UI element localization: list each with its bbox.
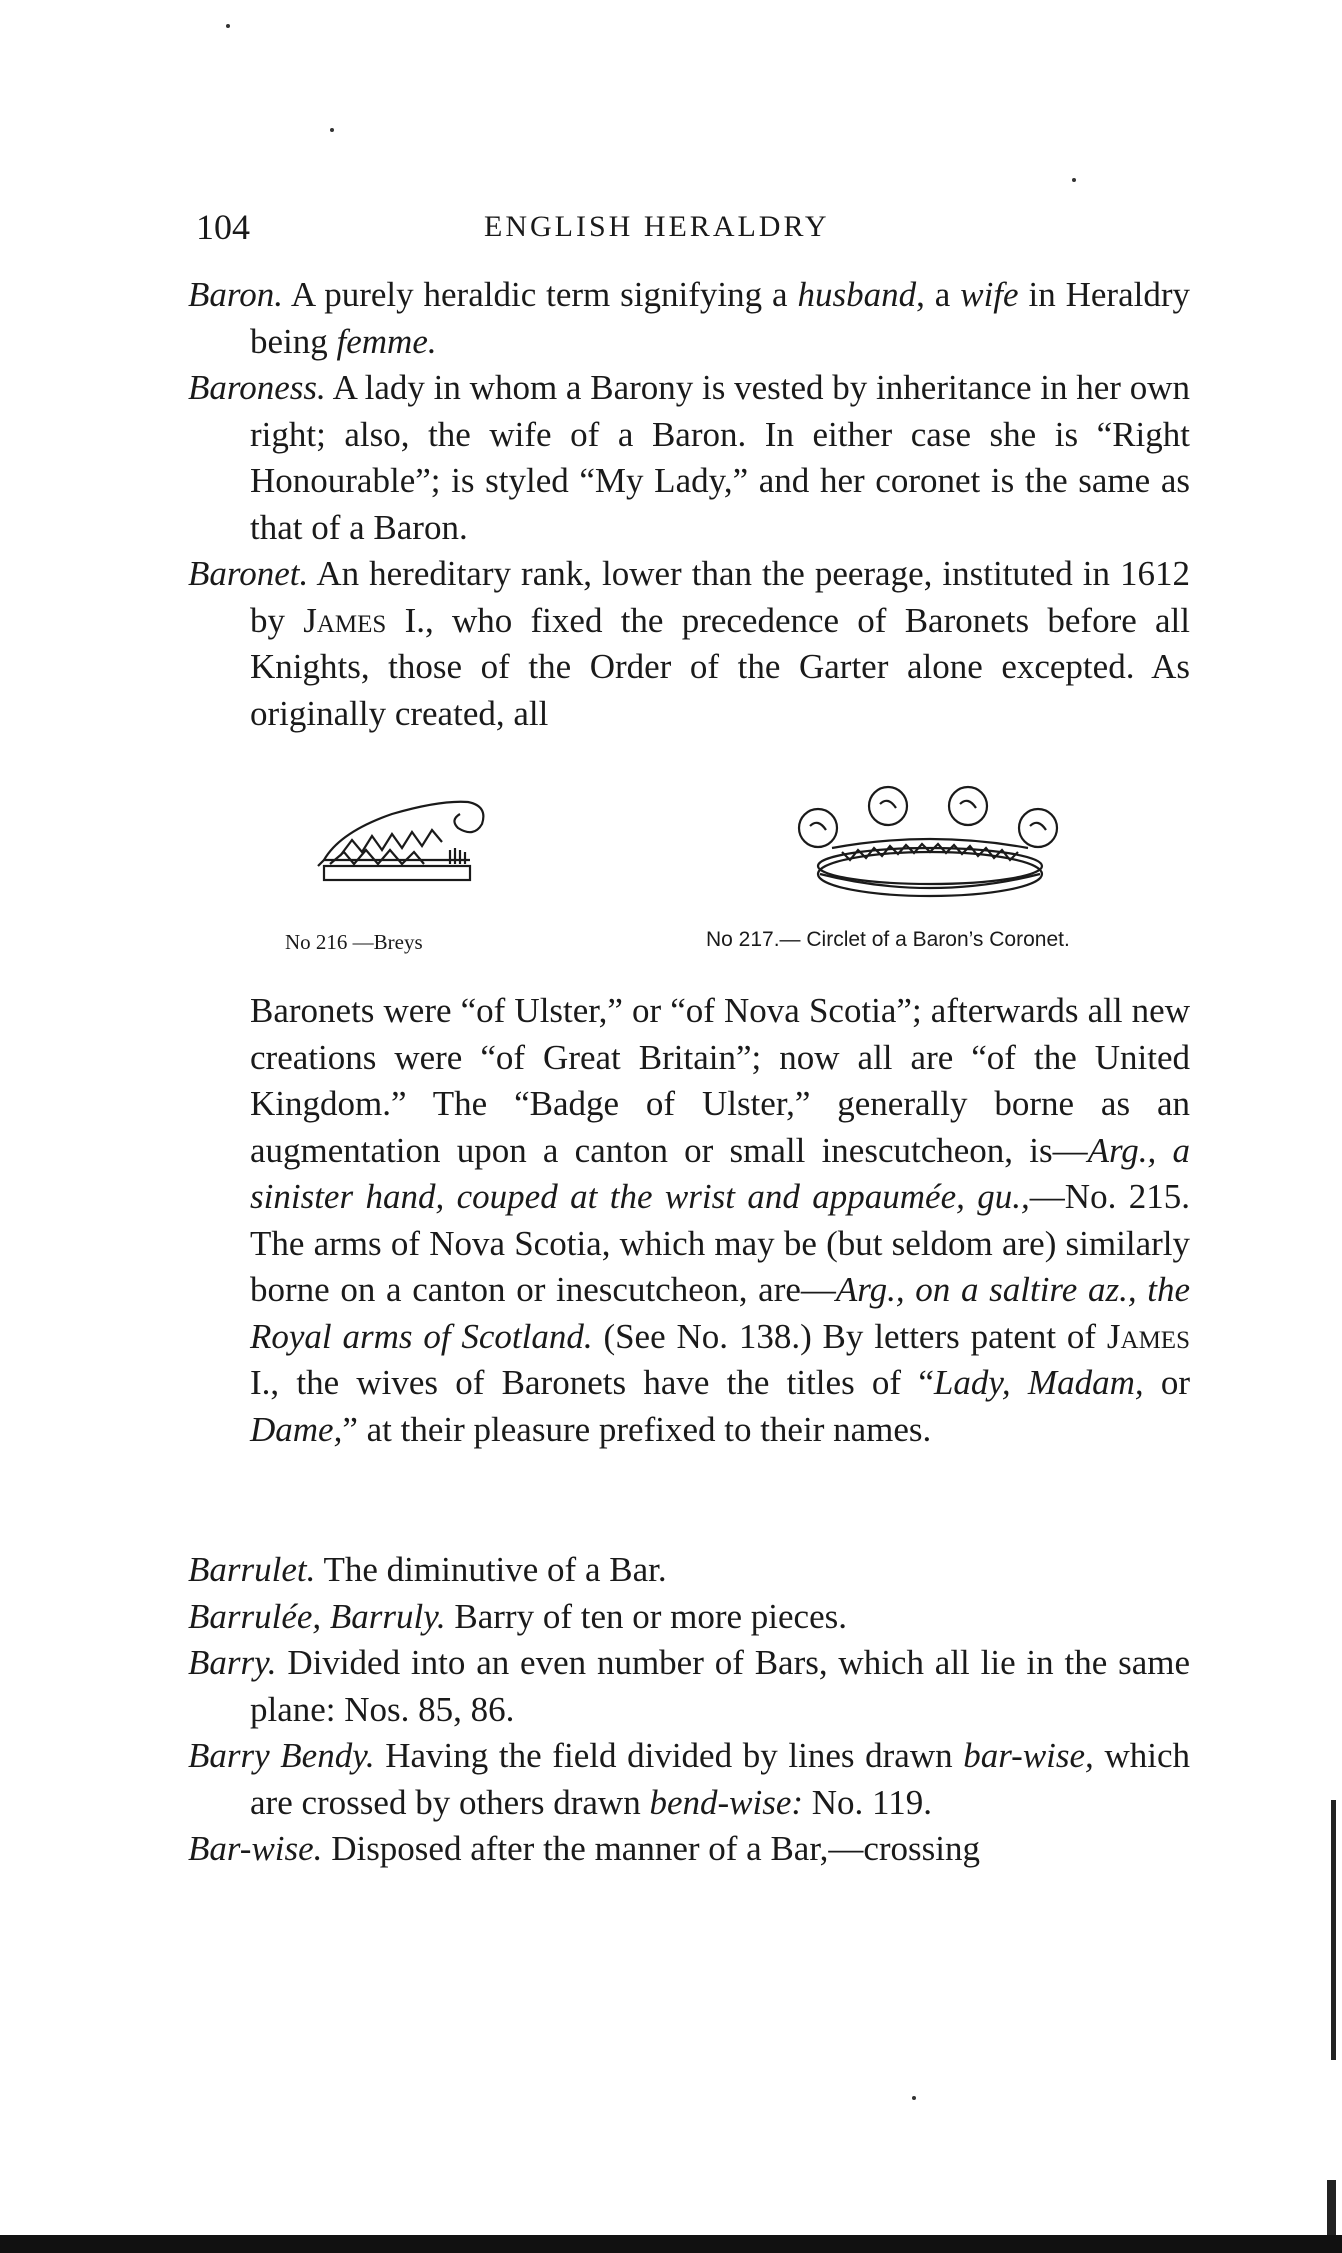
glossary-entry: [188, 1826, 1190, 1873]
entry-term: Barrulet.: [188, 1550, 316, 1589]
entry-term: Baron.: [188, 275, 283, 314]
glossary-entry: [188, 365, 1190, 551]
glossary-entry: [188, 1733, 1190, 1826]
italic-text: husband: [797, 275, 917, 314]
italic-text: Arg., on a saltire az., the Royal arms of Scotland.: [250, 1270, 1191, 1356]
page-header: [196, 206, 1186, 250]
text-run: A purely heraldic term signifying a: [282, 275, 798, 314]
page-number: 104: [196, 207, 250, 247]
breys-illustration: [300, 780, 500, 900]
text-run: A lady in whom a Barony is vested by inheritance in her own right; also, the wife of a Baron. In either case she is “Right Honourable”; is styled “My Lady,” and her coronet is the same as that of a Baron.: [250, 368, 1190, 547]
text-run: which are crossed by others drawn: [250, 1736, 1190, 1822]
scan-speck: [1072, 178, 1076, 182]
entry-term: Baronet.: [188, 554, 309, 593]
glossary-entry: [188, 551, 1190, 737]
scan-speck: [226, 24, 230, 28]
small-caps-text: James: [303, 600, 387, 640]
text-run: Barry of ten or more pieces.: [445, 1596, 847, 1636]
text-run: —No. 215. The arms of Nova Scotia, which may be (but seldom are) similarly borne on a canton or inescutcheon, are—: [250, 1177, 1190, 1309]
italic-text: bar-wise,: [963, 1736, 1094, 1775]
entry-term: Barry Bendy.: [188, 1736, 375, 1775]
text-run: in Heraldry being: [250, 275, 1190, 361]
text-run: I., the wives of Baronets have the titles of “: [250, 1363, 934, 1402]
scan-speck: [912, 2096, 916, 2100]
entry-term: Barry.: [188, 1643, 277, 1682]
baronet-continuation: [188, 988, 1190, 1453]
text-run: or: [1143, 1363, 1191, 1402]
italic-text: Dame,: [250, 1409, 343, 1449]
glossary-entries-bottom: [188, 1547, 1190, 1873]
text-run: (See No. 138.) By letters patent of: [592, 1316, 1107, 1356]
figure-caption-217: No 217.— Circlet of a Baron’s Coronet.: [706, 928, 1070, 951]
text-run: , a: [916, 275, 961, 314]
glossary-entries-top: [188, 272, 1190, 737]
scan-edge-shadow: [1331, 1800, 1336, 2060]
glossary-entry: [188, 1640, 1190, 1733]
scan-border: [0, 2235, 1342, 2253]
baron-coronet-illustration: [780, 770, 1080, 910]
italic-text: Lady, Madam,: [933, 1363, 1144, 1402]
scan-speck: [330, 128, 334, 132]
glossary-entry: [188, 272, 1190, 365]
text-run: An hereditary rank, lower than the peerage, instituted in 1612 by: [250, 554, 1190, 640]
text-run: Divided into an even number of Bars, which all lie in the same plane: Nos. 85, 86.: [250, 1643, 1190, 1729]
entry-term: Barrulée, Barruly.: [188, 1596, 446, 1636]
small-caps-text: James: [1106, 1316, 1190, 1356]
text-run: No. 119.: [803, 1782, 933, 1822]
glossary-entry: [188, 1594, 1190, 1641]
figure-caption-216: No 216 —Breys: [285, 930, 423, 954]
text-run: The diminutive of a Bar.: [315, 1550, 667, 1589]
italic-text: Arg., a sinister hand, couped at the wrist and appaumée, gu.,: [250, 1130, 1190, 1216]
text-run: Disposed after the manner of a Bar,—crossing: [322, 1829, 981, 1868]
text-run: ” at their pleasure prefixed to their names.: [342, 1409, 932, 1449]
text-run: Having the field divided by lines drawn: [374, 1736, 964, 1775]
text-run: I., who fixed the precedence of Baronets before all Knights, those of the Order of the Garter alone excepted. As originally created, all: [250, 600, 1190, 733]
entry-term: Baroness.: [188, 368, 326, 407]
scan-edge-shadow: [1327, 2180, 1336, 2235]
continuation-paragraph: [188, 988, 1190, 1453]
running-title: ENGLISH HERALDRY: [484, 210, 830, 243]
italic-text: femme.: [336, 321, 437, 361]
italic-text: wife: [960, 275, 1019, 314]
glossary-entry: [188, 1547, 1190, 1594]
text-run: Baronets were “of Ulster,” or “of Nova Scotia”; afterwards all new creations were “of Great Britain”; now all are “of the United Kingdom.” The “Badge of Ulster,” generally borne as an augmentation upon a canton or small inescutcheon, is—: [250, 991, 1190, 1170]
italic-text: bend-wise:: [649, 1782, 804, 1822]
entry-term: Bar-wise.: [188, 1829, 323, 1868]
